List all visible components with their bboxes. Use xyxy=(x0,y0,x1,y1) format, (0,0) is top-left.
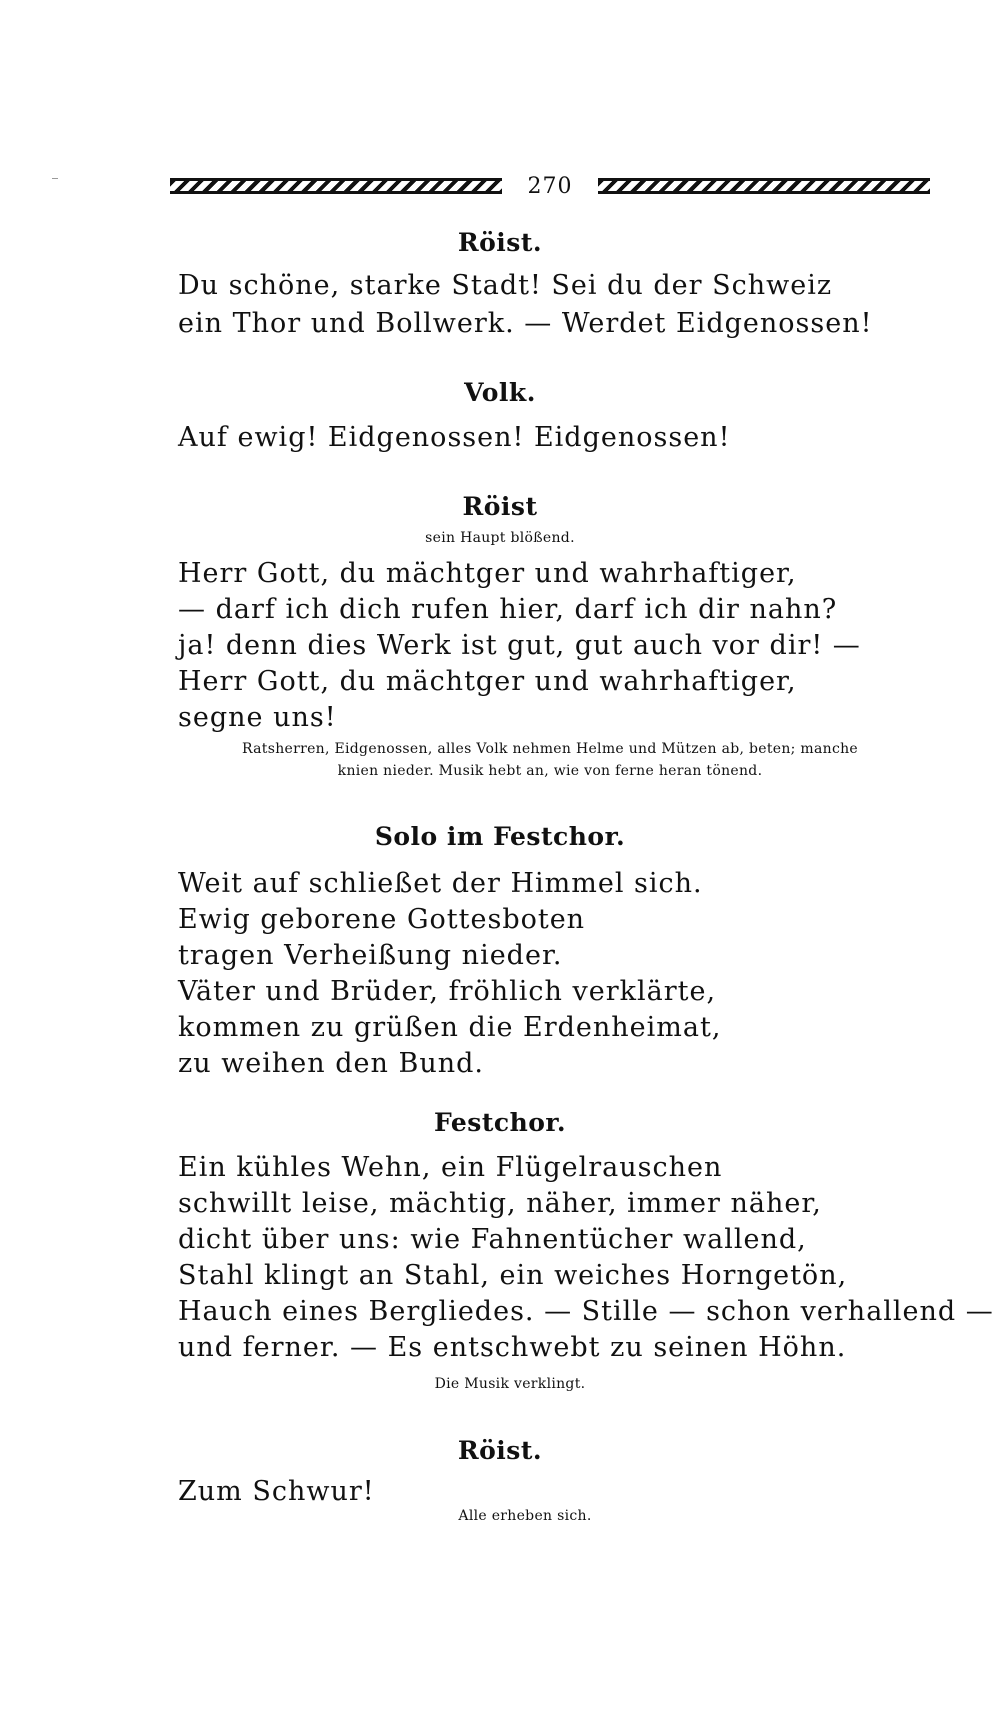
speaker-roist: Röist. xyxy=(457,228,543,257)
verse-line: Stahl klingt an Stahl, ein weiches Horngetön, xyxy=(178,1260,848,1291)
verse-line: ja! denn dies Werk ist gut, gut auch vor dir! — xyxy=(178,630,861,661)
stage-direction: Ratsherren, Eidgenossen, alles Volk nehmen Helme und Mützen ab, beten; manche xyxy=(241,741,859,757)
stage-direction: sein Haupt blößend. xyxy=(425,530,575,546)
verse-line: segne uns! xyxy=(178,702,337,733)
verse-line: zu weihen den Bund. xyxy=(178,1048,484,1079)
verse-line: Auf ewig! Eidgenossen! Eidgenossen! xyxy=(178,422,731,453)
verse-line: Ewig geborene Gottesboten xyxy=(178,904,586,935)
verse-line: Zum Schwur! xyxy=(178,1476,375,1507)
verse-line: schwillt leise, mächtig, näher, immer näher, xyxy=(178,1188,822,1219)
verse-line: tragen Verheißung nieder. xyxy=(178,940,563,971)
right-ornament-rule xyxy=(598,178,930,194)
verse-line: — darf ich dich rufen hier, darf ich dir nahn? xyxy=(178,594,838,625)
verse-line: ein Thor und Bollwerk. — Werdet Eidgenossen! xyxy=(178,308,873,339)
verse-line: Herr Gott, du mächtger und wahrhaftiger, xyxy=(178,666,797,697)
speaker-festchor: Festchor. xyxy=(433,1108,567,1137)
verse-line: Herr Gott, du mächtger und wahrhaftiger, xyxy=(178,558,797,589)
verse-line: dicht über uns: wie Fahnentücher wallend, xyxy=(178,1224,807,1255)
verse-line: Weit auf schließet der Himmel sich. xyxy=(178,868,703,899)
stage-direction: knien nieder. Musik hebt an, wie von ferne heran tönend. xyxy=(337,763,763,779)
verse-line: Väter und Brüder, fröhlich verklärte, xyxy=(178,976,717,1007)
speaker-volk: Volk. xyxy=(464,378,536,407)
stage-direction: Die Musik verklingt. xyxy=(434,1376,586,1392)
verse-line: kommen zu grüßen die Erdenheimat, xyxy=(178,1012,722,1043)
verse-line: und ferner. — Es entschwebt zu seinen Höhn. xyxy=(178,1332,847,1363)
left-ornament-rule xyxy=(170,178,502,194)
stage-direction: Alle erheben sich. xyxy=(458,1508,592,1524)
speaker-roist: Röist xyxy=(462,492,538,521)
verse-line: Ein kühles Wehn, ein Flügelrauschen xyxy=(178,1152,723,1183)
speaker-roist: Röist. xyxy=(457,1436,543,1465)
page-number: 270 xyxy=(527,173,573,199)
verse-line: Du schöne, starke Stadt! Sei du der Schweiz xyxy=(178,270,833,301)
page-header xyxy=(170,168,930,204)
scan-edge-mark xyxy=(52,178,58,179)
speaker-solo-im-festchor: Solo im Festchor. xyxy=(374,822,626,851)
verse-line: Hauch eines Bergliedes. — Stille — schon verhallend — xyxy=(178,1296,994,1327)
